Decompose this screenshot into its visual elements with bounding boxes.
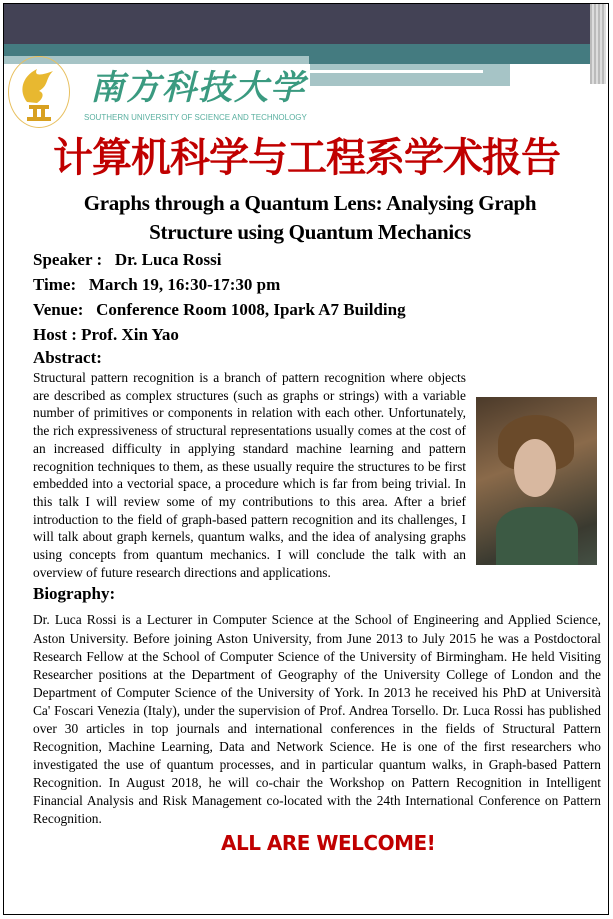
time: Time: March 19, 16:30-17:30 pm [33, 275, 281, 294]
department-title: 计算机科学与工程系学术报告 [53, 135, 560, 181]
poster-body [33, 0, 601, 869]
abstract-heading: Abstract: [33, 348, 102, 367]
talk-title-line1: Graphs through a Quantum Lens: Analysing Graph [83, 191, 537, 215]
welcome-banner: ALL ARE WELCOME! [221, 830, 436, 855]
talk-title [20, 189, 600, 247]
abstract-section [33, 369, 601, 581]
university-name-en: SOUTHERN UNIVERSITY OF SCIENCE AND TECHNOLOGY [84, 113, 307, 122]
speaker: Speaker : Dr. Luca Rossi [33, 250, 222, 269]
venue: Venue: Conference Room 1008, Ipark A7 Building [33, 300, 406, 319]
speaker-photo [476, 397, 597, 565]
abstract-text: Structural pattern recognition is a branch of pattern recognition where objects are described as complex structures (such as graphs or strings) with a variable number of primitives or components in relation with each other. Unfortunately, the rich expressiveness of structural representations usually comes at the cost of an increased difficulty in applying standard machine learning and pattern recognition techniques to them, as these usually require the structures to be first embedded into a vectorial space, a procedure which is far from being trivial. In this talk I will review some of my contributions to this area. After a brief introduction to the field of graph-based pattern recognition and its challenges, I will talk about graph kernels, quantum walks, and the idea of analysing graphs using concepts from quantum mechanics. I will conclude the talk with an overview of future research directions and applications. [33, 370, 466, 580]
host: Host : Prof. Xin Yao [33, 325, 179, 344]
biography-text: Dr. Luca Rossi is a Lecturer in Computer Science at the School of Engineering and Applied Science, Aston University. Before joining Aston University, from June 2013 to July 2015 he was a Postdoctoral Research Fellow at the School of Computer Science of the University of Birmingham. He held Visiting Researcher positions at the Department of Geography of the University College of London and the Department of Computer Science of the University of York. In 2013 he received his PhD at Università Ca' Foscari Venezia (Italy), under the supervision of Prof. Andrea Torsello. Dr. Luca Rossi has published over 30 articles in top journals and international conferences in the fields of Structural Pattern Recognition, Machine Learning, Data and Network Science. He is one of the first researchers who investigated the use of quantum processes, and in particular quantum walks, in Graph-based Pattern Recognition. In August 2018, he will co-chair the Workshop on Pattern Recognition in Intelligent Financial Analysis and Risk Management co-located with the 24th International Conference on Pattern Recognition. [33, 612, 601, 827]
biography-heading: Biography: [33, 584, 116, 604]
university-name-cn: 南方科技大学 [90, 68, 306, 108]
talk-title-line2: Structure using Quantum Mechanics [149, 220, 471, 244]
